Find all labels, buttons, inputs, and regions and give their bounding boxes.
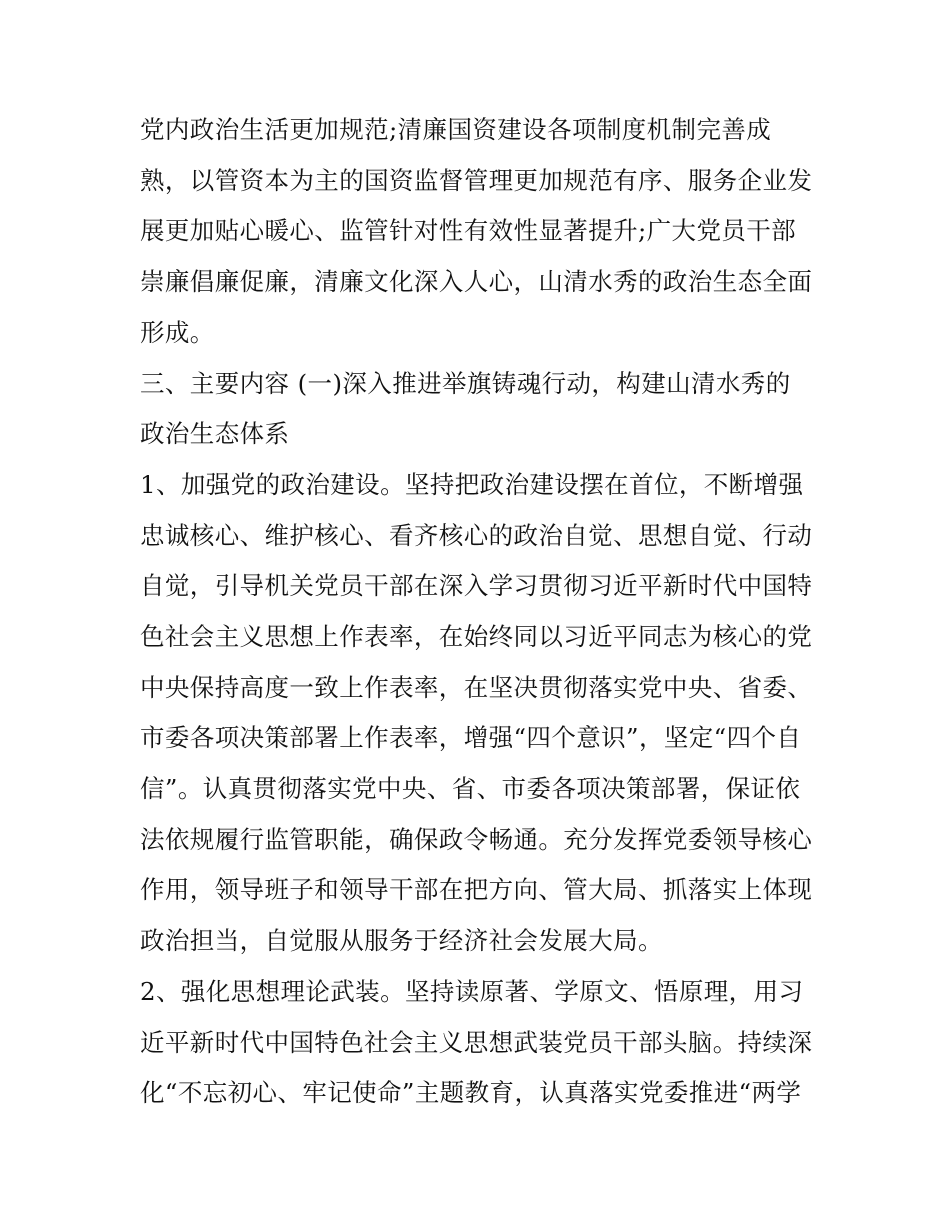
text-line: 自觉，引导机关党员干部在深入学习贯彻习近平新时代中国特: [140, 571, 813, 600]
section-heading: 三、主要内容 (一)深入推进举旗铸魂行动，构建山清水秀的: [140, 369, 791, 398]
text-line: 法依规履行监管职能，确保政令畅通。充分发挥党委领导核心: [140, 825, 813, 854]
text-line: 熟，以管资本为主的国资监督管理更加规范有序、服务企业发: [140, 166, 813, 195]
text-line: 展更加贴心暖心、监管针对性有效性显著提升;广大党员干部: [140, 216, 797, 245]
text-line: 政治担当，自觉服从服务于经济社会发展大局。: [140, 926, 663, 955]
text-line: 色社会主义思想上作表率，在始终同以习近平同志为核心的党: [140, 622, 813, 651]
text-line: 中央保持高度一致上作表率，在坚决贯彻落实党中央、省委、: [140, 673, 813, 702]
text-line: 信”。认真贯彻落实党中央、省、市委各项决策部署，保证依: [140, 774, 801, 803]
text-line: 化“不忘初心、牢记使命”主题教育，认真落实党委推进“两学: [140, 1078, 802, 1107]
section-heading: 政治生态体系: [140, 419, 290, 448]
text-line: 市委各项决策部署上作表率，增强“四个意识”，坚定“四个自: [140, 723, 802, 752]
text-line: 1、加强党的政治建设。坚持把政治建设摆在首位，不断增强: [140, 470, 804, 499]
text-line: 党内政治生活更加规范;清廉国资建设各项制度机制完善成: [140, 115, 772, 144]
text-line: 崇廉倡廉促廉，清廉文化深入人心，山清水秀的政治生态全面: [140, 267, 813, 296]
text-line: 作用，领导班子和领导干部在把方向、管大局、抓落实上体现: [140, 875, 813, 904]
text-line: 2、强化思想理论武装。坚持读原著、学原文、悟原理，用习: [140, 977, 804, 1006]
text-line: 近平新时代中国特色社会主义思想武装党员干部头脑。持续深: [140, 1028, 813, 1057]
text-line: 形成。: [140, 318, 215, 347]
text-line: 忠诚核心、维护核心、看齐核心的政治自觉、思想自觉、行动: [140, 521, 813, 550]
